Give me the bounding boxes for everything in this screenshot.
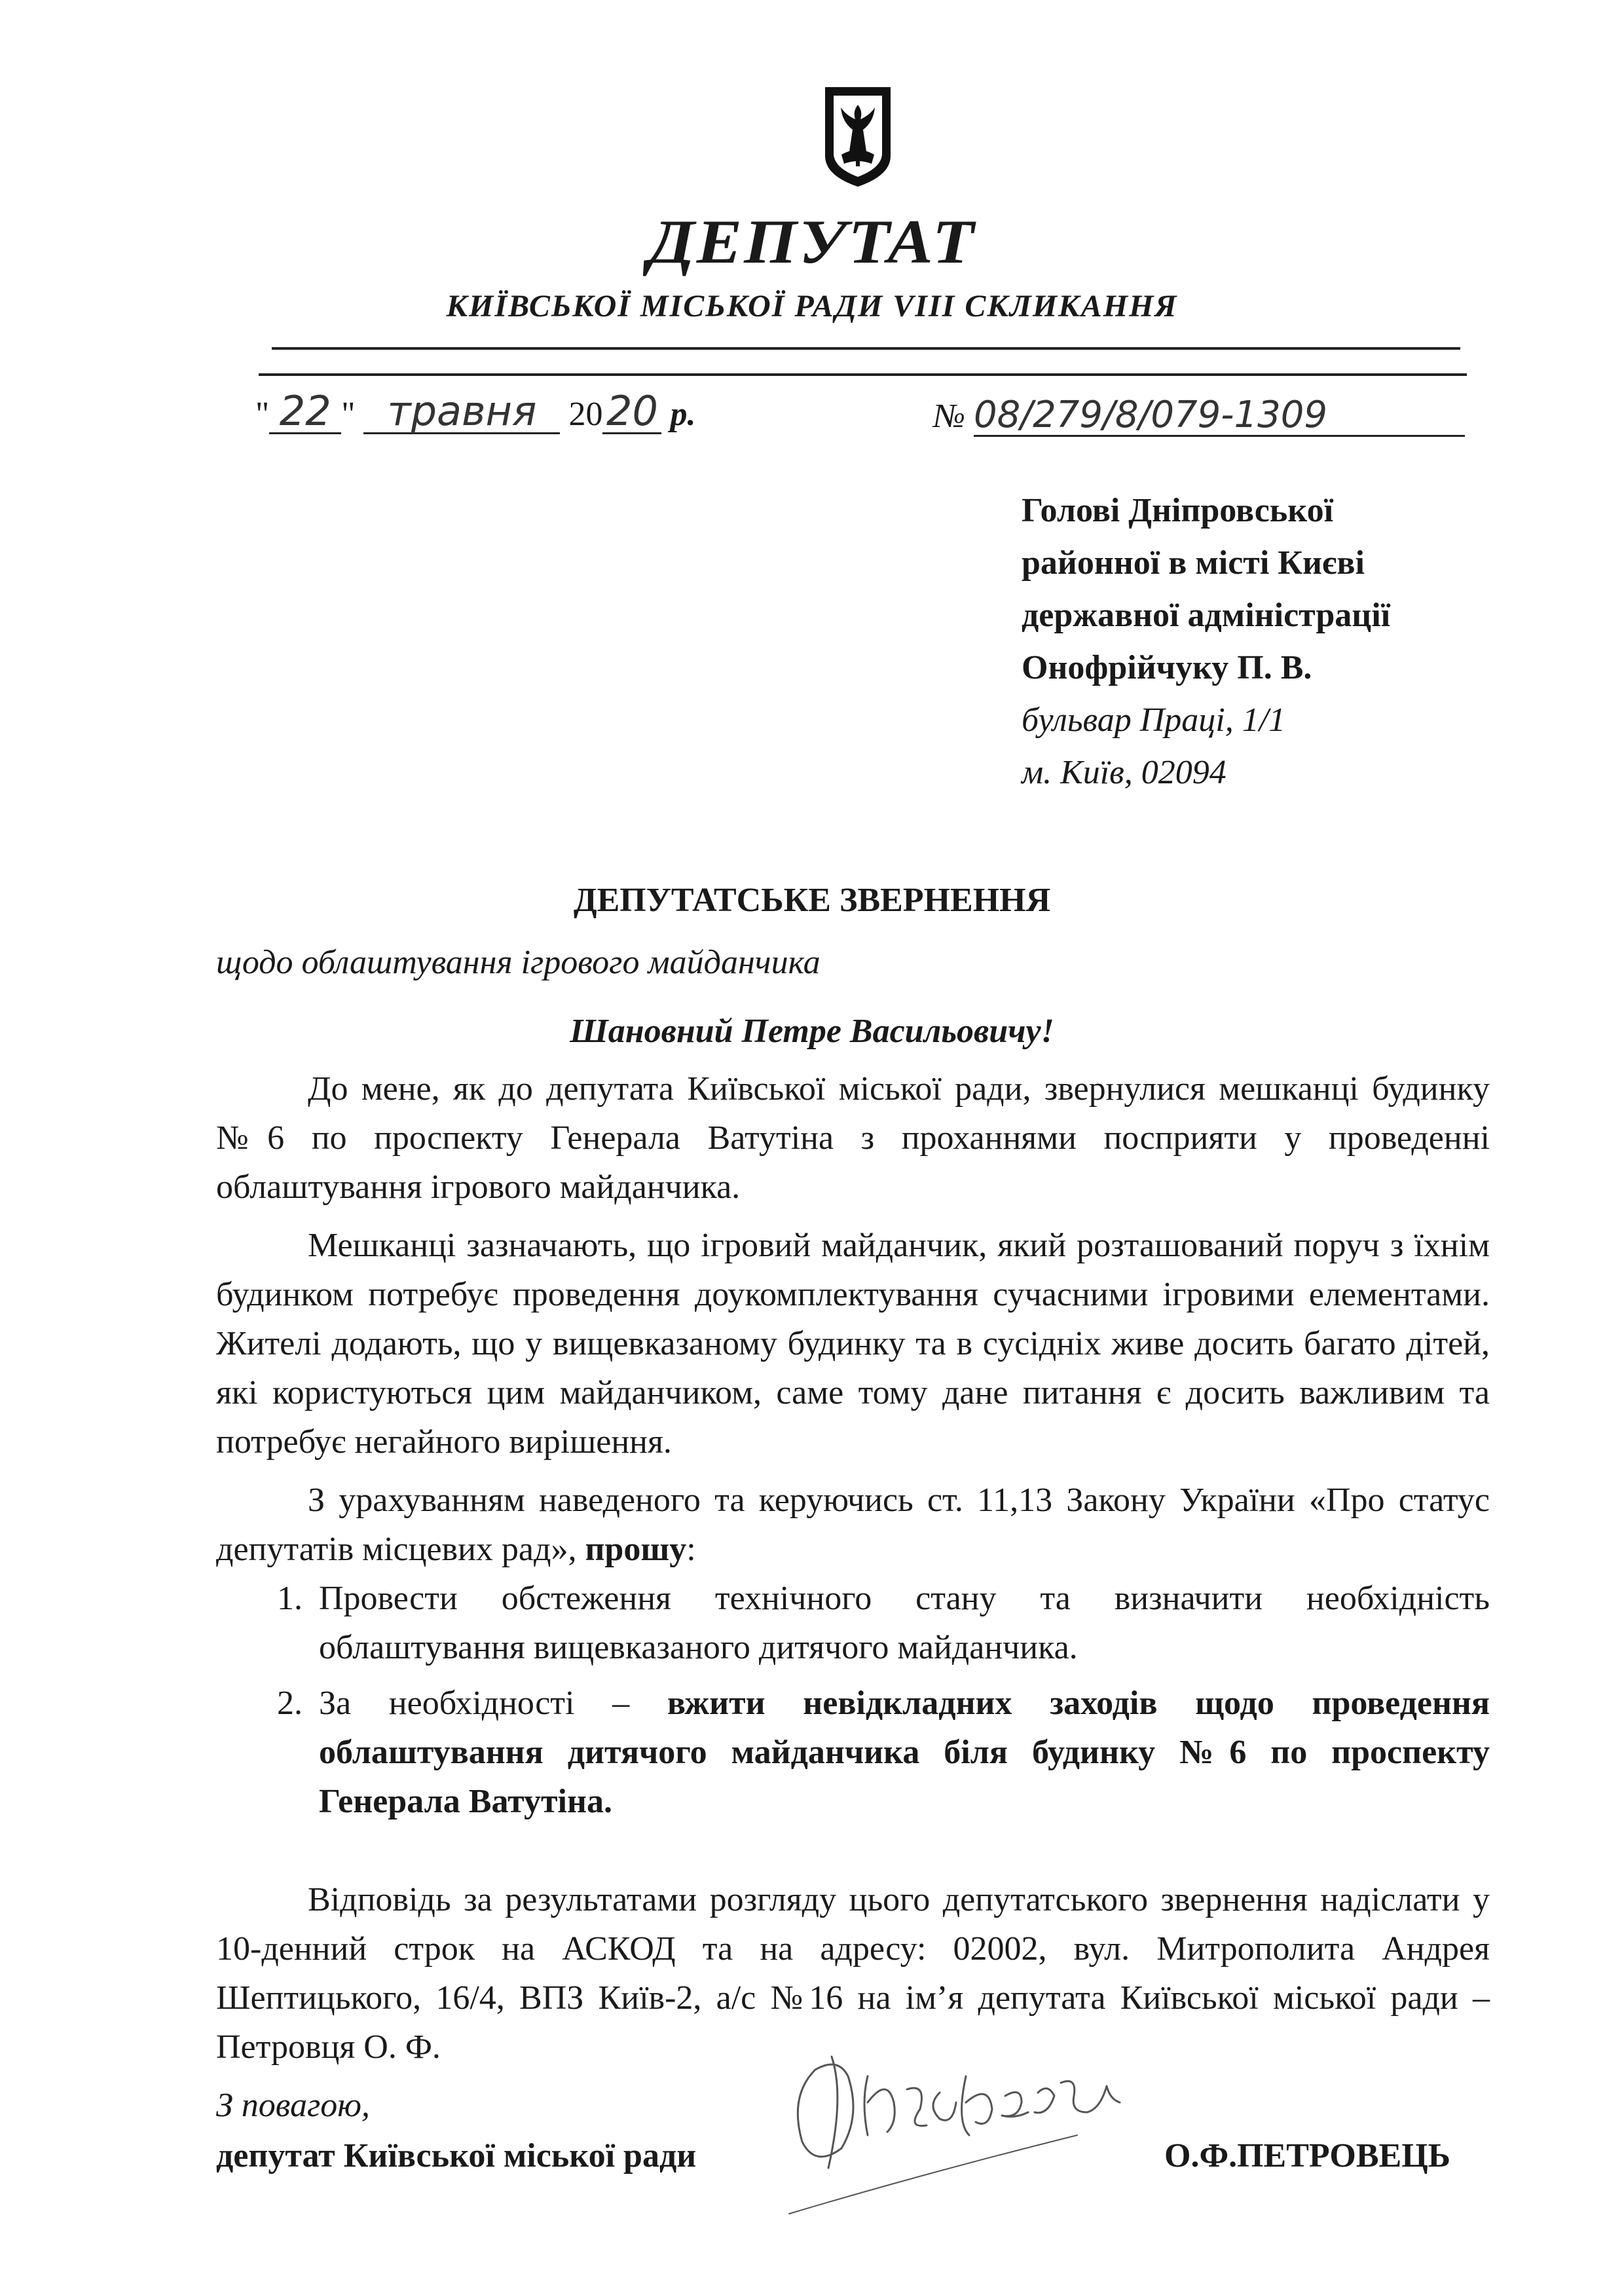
addressee-name: Онофрійчуку П. В.: [1022, 649, 1312, 686]
date-year-prefix: 20: [568, 396, 603, 433]
request-paragraph: З урахуванням наведеного та керуючись ст. 11,13 Закону України «Про статус депутатів місцевих рад», прошу:: [216, 1482, 1490, 1568]
letter-body: [216, 1064, 1490, 2072]
closing-name: О.Ф.ПЕТРОВЕЦЬ: [1164, 2137, 1451, 2174]
handwritten-signature-icon: [769, 2030, 1162, 2227]
document-heading: ДЕПУТАТСЬКЕ ЗВЕРНЕННЯ: [573, 882, 1051, 919]
letterhead-subtitle: КИЇВСЬКОЇ МІСЬКОЇ РАДИ VIII СКЛИКАННЯ: [446, 289, 1178, 324]
document-subject: щодо облаштування ігрового майданчика: [216, 944, 821, 981]
addressee-city: м. Київ, 02094: [1022, 754, 1227, 791]
coat-of-arms-icon: [822, 84, 894, 189]
addressee-street: бульвар Праці, 1/1: [1022, 701, 1286, 739]
letterhead-title: ДЕПУТАТ: [648, 207, 976, 277]
addressee-line: державної адміністрації: [1022, 597, 1391, 634]
addressee-line: районної в місті Києві: [1022, 544, 1365, 582]
closing-position: депутат Київської міської ради: [216, 2137, 697, 2174]
date-year-suffix: 20: [602, 390, 661, 434]
addressee-block: [1022, 485, 1390, 799]
salutation: Шановний Петре Васильовичу!: [570, 1013, 1054, 1050]
reference-line: [933, 396, 1465, 437]
date-line: " 22 " травня 2020 р.: [255, 387, 696, 435]
date-suffix: р.: [670, 396, 696, 433]
reference-number: 08/279/8/079-1309: [974, 396, 1465, 437]
letterhead-rule-bottom: [259, 373, 1467, 376]
addressee-line: Голові Дніпровської: [1022, 492, 1334, 529]
request-item: 2. За необхідності – вжити невідкладних заходів щодо проведення облаштування дитячого майданчика біля будинку №6 по проспекту Генерала Ватутіна.: [311, 1679, 1490, 1826]
response-paragraph: Відповідь за результатами розгляду цього депутатського звернення надіслати у 10-денний строк на АСКОД та на адресу: 02002, вул. Митрополита Андрея Шептицького, 16/4, ВПЗ Київ-2, а/с №16 на ім’я депутата Київської міської ради – Петровця О. Ф.: [216, 1881, 1490, 2066]
letterhead-rule-top: [272, 347, 1460, 350]
reference-prefix: №: [933, 398, 966, 435]
request-intro: З урахуванням наведеного та керуючись ст. 11,13 Закону України «Про статус депутатів місцевих рад»,: [216, 1482, 1490, 1568]
request-list: [216, 1574, 1490, 1826]
body-paragraph: До мене, як до депутата Київської міської ради, звернулися мешканці будинку №6 по проспекту Генерала Ватутіна з проханнями посприяти у проведенні облаштування ігрового майданчика.: [216, 1070, 1490, 1206]
date-day: 22: [269, 390, 341, 434]
request-item: 1. Провести обстеження технічного стану та визначити необхідність облаштування вищевказаного дитячого майданчика.: [311, 1574, 1490, 1672]
closing-regards: З повагою,: [216, 2087, 370, 2124]
date-month: травня: [363, 390, 560, 434]
request-keyword: прошу: [585, 1531, 687, 1568]
body-paragraph: Мешканці зазначають, що ігровий майданчик, який розташований поруч з їхнім будинком потребує проведення доукомплектування сучасними ігровими елементами. Жителі додають, що у вищевказаному будинку та в сусідніх живе досить багато дітей, які користуються цим майданчиком, саме тому дане питання є досить важливим та потребує негайного вирішення.: [216, 1227, 1490, 1461]
